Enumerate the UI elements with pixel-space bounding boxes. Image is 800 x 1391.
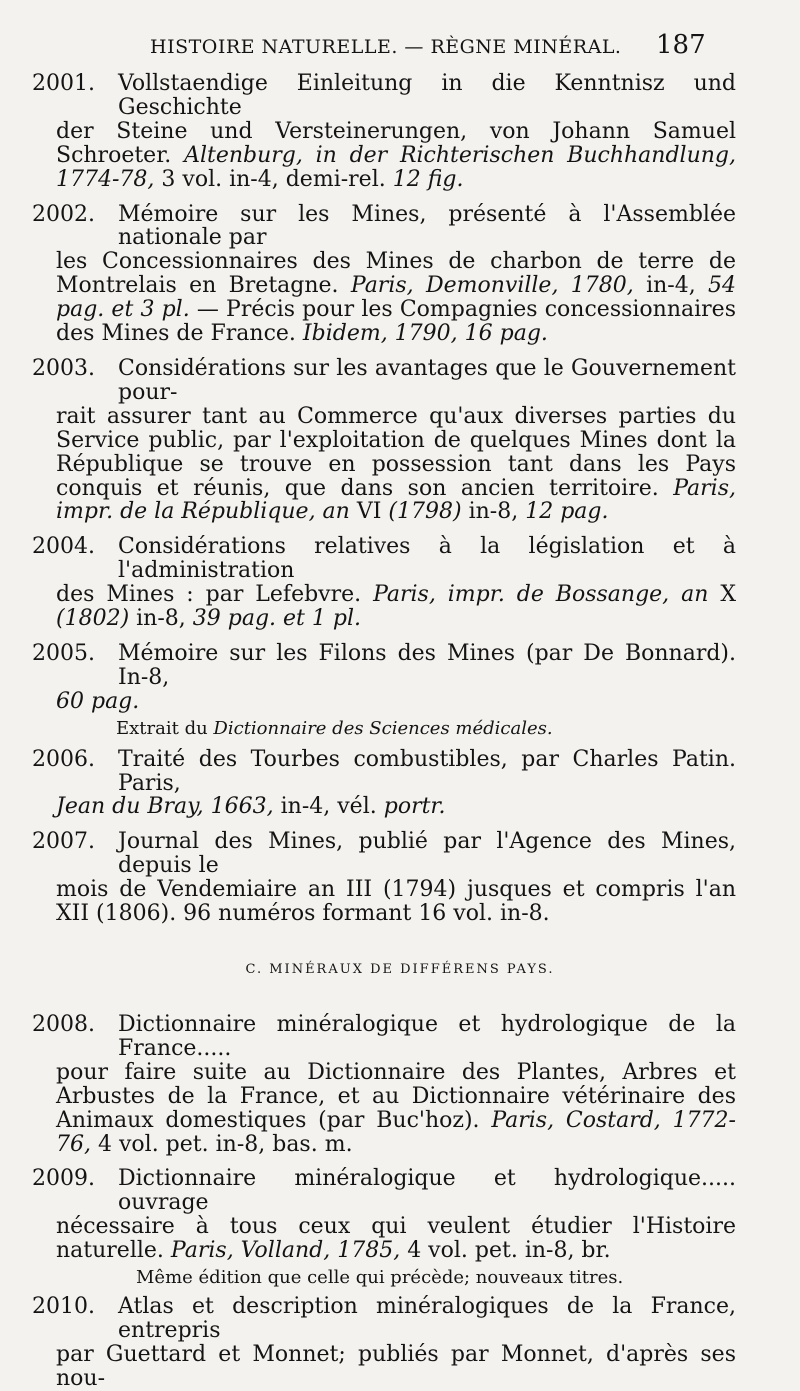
entry-number: 2001.	[32, 71, 95, 96]
entry-text: in-8,	[129, 606, 193, 632]
entry-text: in-4, vél.	[273, 794, 384, 820]
entry-note	[56, 718, 736, 740]
entry-2008	[32, 1012, 736, 1157]
entry-imprint: 39 pag. et 1 pl.	[192, 606, 361, 632]
entry-2001	[32, 71, 736, 192]
entry-text: — Précis pour les Compagnies concessionnaires des Mines de France.	[56, 297, 736, 347]
entry-2006	[32, 746, 736, 820]
entry-imprint: 12 fig.	[392, 166, 464, 192]
entry-imprint: Paris, Volland, 1785,	[170, 1238, 401, 1264]
entry-imprint: (1798)	[388, 499, 462, 525]
entry-imprint: 12 pag.	[525, 499, 609, 525]
entry-imprint: Paris, impr. de Bossange, an	[373, 582, 709, 608]
entry-imprint: Paris, impr. de la République, an	[56, 475, 736, 525]
entry-first-line: Considérations sur les avantages que le Gouvernement pour-	[118, 355, 736, 405]
entry-first-line: Dictionnaire minéralogique et hydrologique..... ouvrage	[118, 1166, 736, 1216]
entry-first-line: Mémoire sur les Filons des Mines (par De Bonnard). In-8,	[118, 640, 736, 690]
entry-first-line: Atlas et description minéralogiques de la France, entrepris	[118, 1294, 736, 1343]
entry-2005	[32, 640, 736, 740]
entry-text: 4 vol. pet. in-8, br.	[400, 1238, 611, 1264]
entry-list	[0, 72, 800, 1391]
entry-text: les Concessionnaires des Mines de charbon de terre de Montrelais en Bretagne.	[56, 249, 736, 299]
entry-imprint: Paris, Demonville, 1780,	[350, 273, 634, 299]
entry-2007	[32, 829, 736, 927]
page-header	[150, 30, 710, 70]
running-title: HISTOIRE NATURELLE. — RÈGNE MINÉRAL.	[150, 36, 622, 58]
entry-imprint: Ibidem, 1790, 16 pag.	[302, 321, 548, 347]
entry-number: 2009.	[32, 1166, 95, 1192]
entry-text: 4 vol. pet. in-8, bas. m.	[91, 1131, 353, 1157]
entry-text: nécessaire à tous ceux qui veulent étudier l'Histoire naturelle.	[56, 1214, 736, 1264]
section-heading: C. MINÉRAUX DE DIFFÉRENS PAYS.	[245, 962, 555, 977]
entry-imprint: 60 pag.	[56, 688, 140, 714]
entry-text: in-4,	[633, 273, 709, 299]
entry-text: des Mines : par Lefebvre.	[56, 582, 374, 608]
entry-first-line: Dictionnaire minéralogique et hydrologique de la France.....	[118, 1012, 736, 1061]
entry-imprint: Paris, Costard, 1772-76,	[56, 1107, 736, 1157]
note-title: Dictionnaire des Sciences médicales.	[213, 717, 553, 739]
entry-number: 2007.	[32, 829, 95, 855]
entry-text: der Steine und Versteinerungen, von Johann Samuel Schroeter.	[56, 118, 736, 168]
entry-imprint: (1802)	[56, 606, 130, 632]
entry-text: X	[708, 582, 737, 608]
entry-2010	[32, 1294, 736, 1391]
entry-number: 2010.	[32, 1294, 95, 1320]
entry-first-line: Traité des Tourbes combustibles, par Charles Patin. Paris,	[118, 746, 736, 796]
entry-number: 2002.	[32, 201, 95, 227]
entry-first-line: Journal des Mines, publié par l'Agence des Mines, depuis le	[118, 829, 736, 879]
entry-text: mois de Vendemiaire an III (1794) jusques et compris l'an XII (1806). 96 numéros formant 16 vol. in-8.	[56, 877, 736, 927]
entry-2002	[32, 201, 737, 347]
page-number: 187	[656, 30, 706, 60]
entry-text: in-8,	[461, 499, 526, 525]
entry-text: pour faire suite au Dictionnaire des Plantes, Arbres et Arbustes de la France, et au Dictionnaire vétérinaire des Animaux domestiques (par Buc'hoz).	[56, 1059, 736, 1133]
entry-first-line: Considérations relatives à la législation et à l'administration	[118, 534, 736, 584]
entry-imprint: Jean du Bray, 1663,	[56, 794, 274, 820]
entry-first-line: Vollstaendige Einleitung in die Kenntnisz und Geschichte	[118, 71, 736, 120]
entry-text: par Guettard et Monnet; publiés par Monnet, d'après ses nou-	[56, 1341, 736, 1391]
entry-imprint: portr.	[383, 794, 446, 820]
entry-number: 2006.	[32, 746, 95, 772]
entry-2009	[32, 1166, 736, 1289]
entry-number: 2005.	[32, 640, 95, 666]
entry-number: 2008.	[32, 1012, 95, 1037]
entry-number: 2004.	[32, 534, 95, 560]
entry-number: 2003.	[32, 355, 95, 381]
entry-text: 3 vol. in-4, demi-rel.	[154, 166, 393, 192]
note-text: Extrait du	[116, 717, 214, 739]
entry-imprint: Altenburg, in der Richterischen Buchhandlung, 1774-78,	[56, 142, 736, 192]
entry-text: VI	[349, 499, 389, 525]
entry-2004	[32, 534, 737, 632]
entry-text: rait assurer tant au Commerce qu'aux diverses parties du Service public, par l'exploitation de quelques Mines dont la République se trouve en possession tant dans les Pays conquis et réunis, que dans son ancien territoire.	[56, 403, 736, 501]
entry-imprint: 54 pag. et 3 pl.	[56, 273, 737, 323]
entry-note: Même édition que celle qui précède; nouveaux titres.	[136, 1267, 624, 1289]
entry-2003	[32, 355, 736, 525]
entry-first-line: Mémoire sur les Mines, présenté à l'Assemblée nationale par	[118, 201, 736, 251]
